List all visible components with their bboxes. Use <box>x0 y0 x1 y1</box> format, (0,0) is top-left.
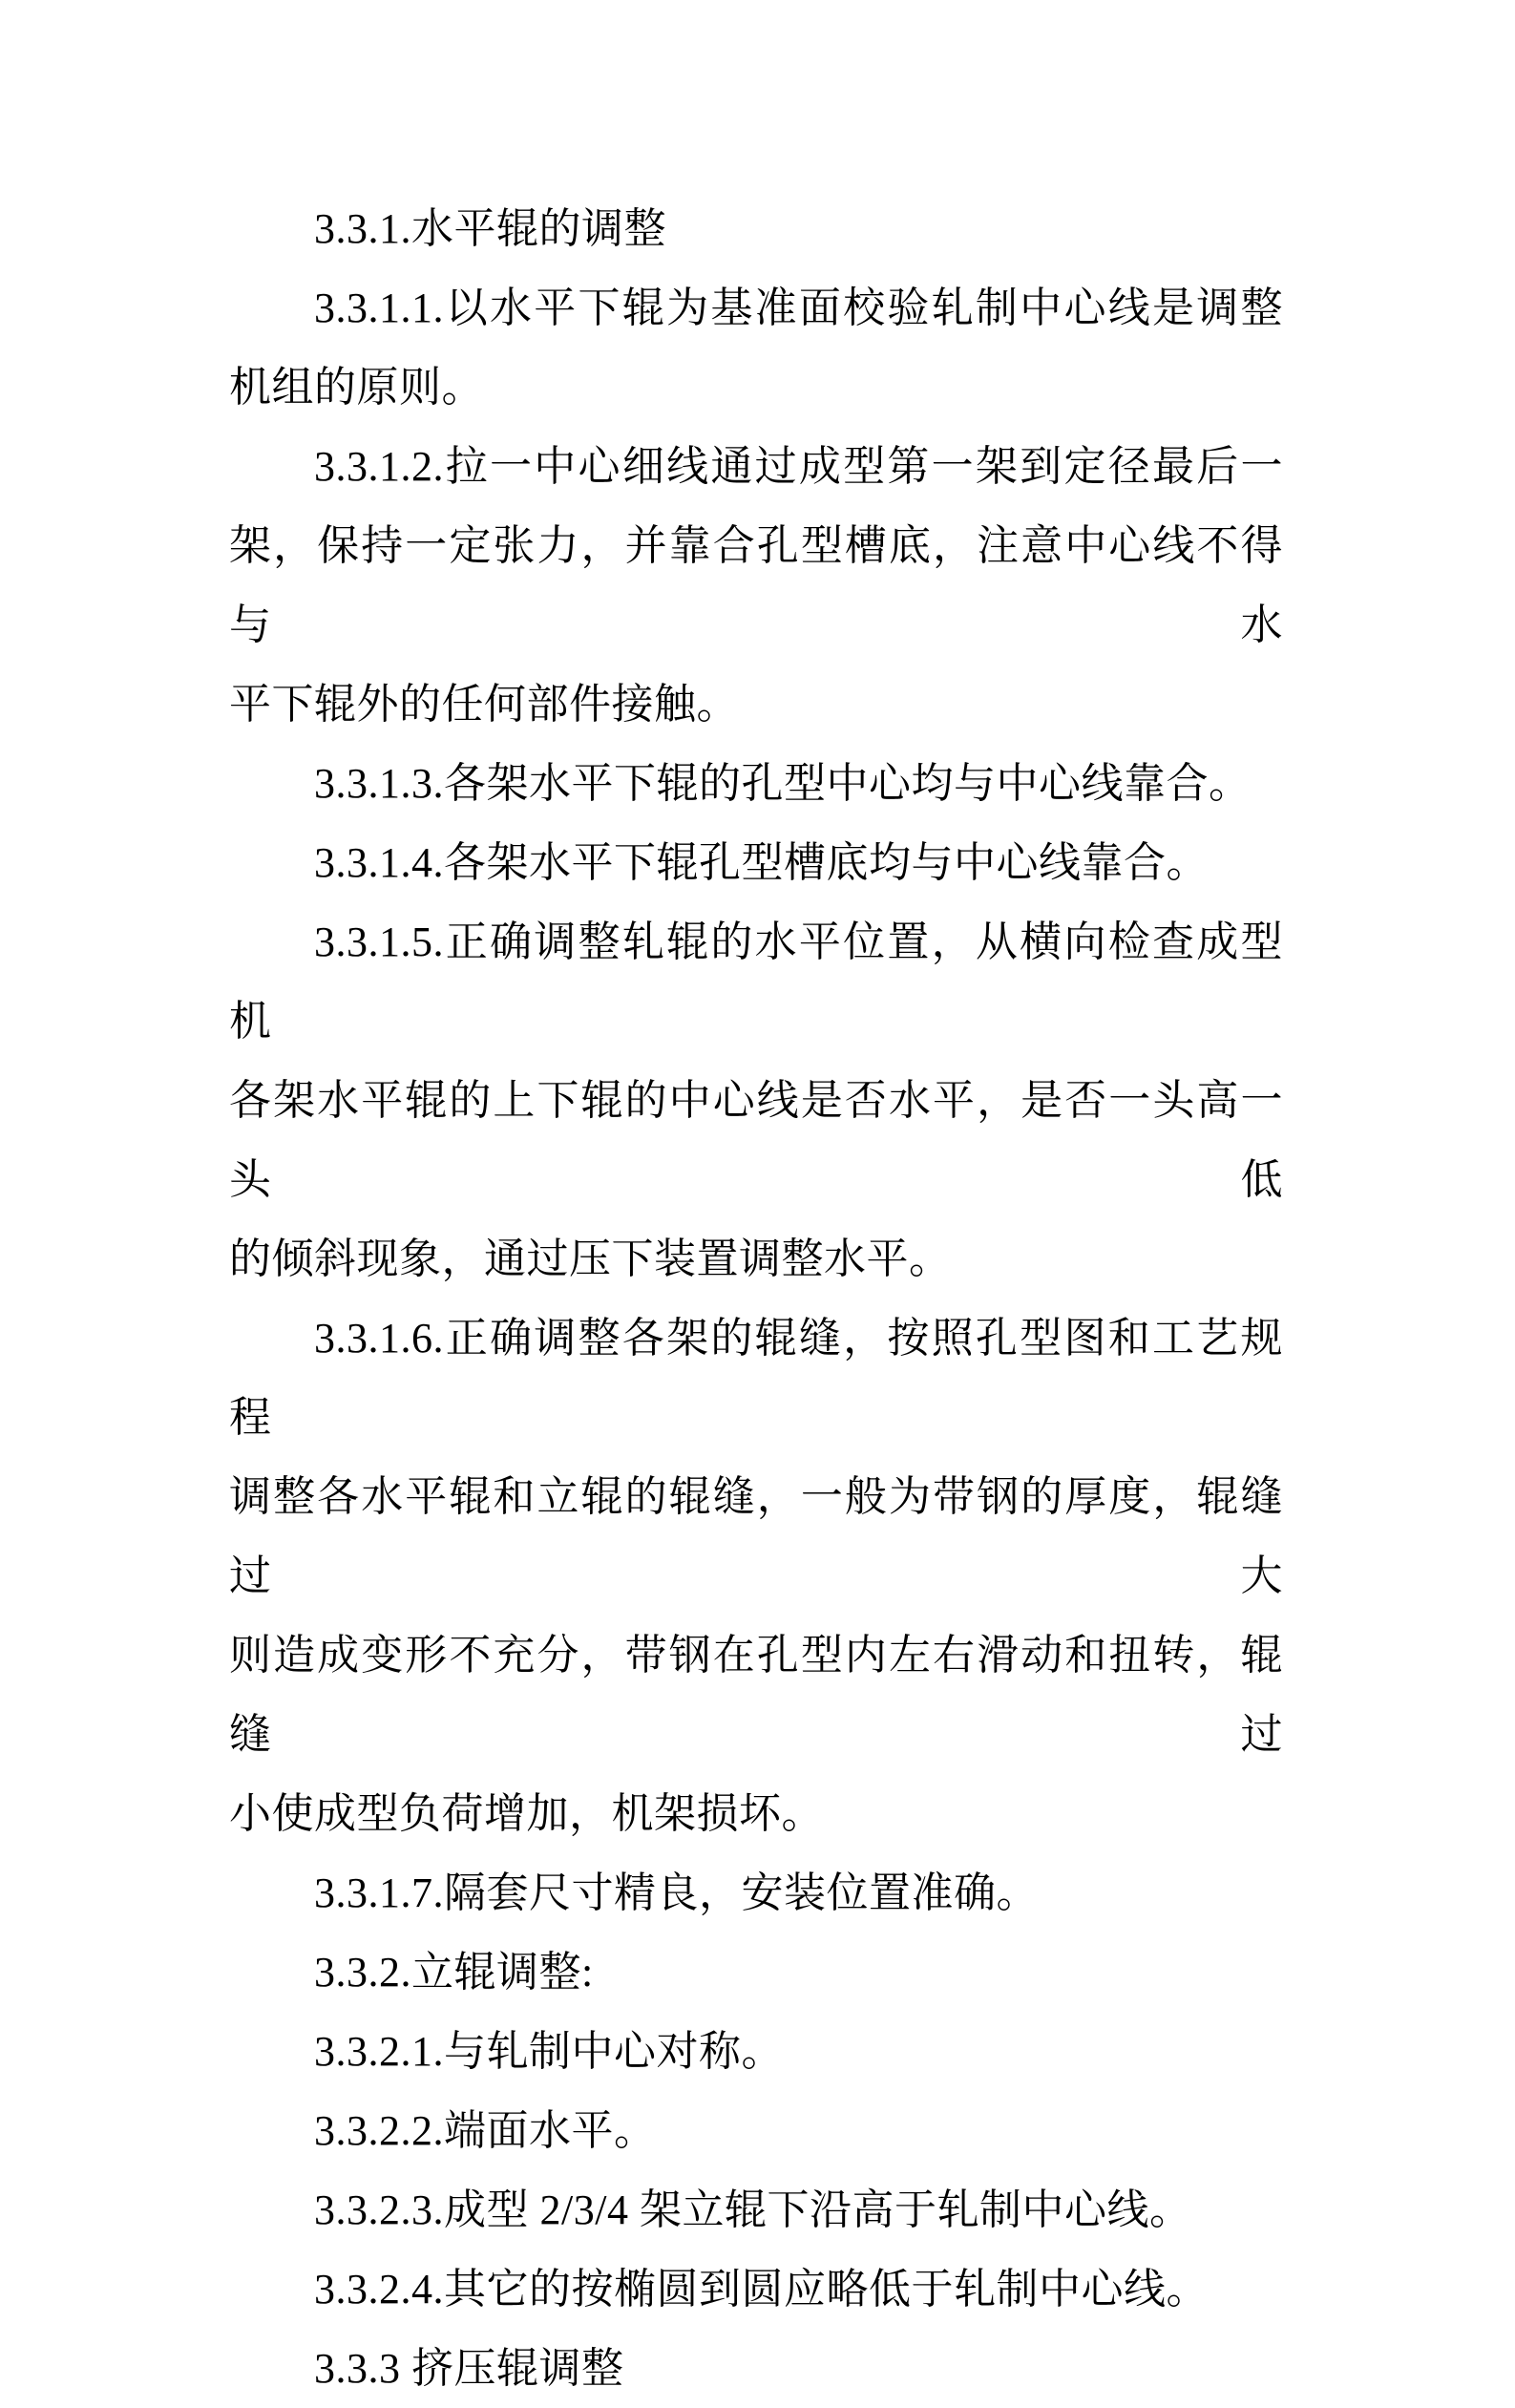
paragraph <box>229 823 1283 902</box>
text-line: 3.3.2.立辊调整: <box>314 1949 594 1996</box>
text-line: 3.3.1.2.拉一中心细线通过成型第一架到定径最后一 <box>314 443 1283 490</box>
text-line: 3.3.2.4.其它的按椭圆到圆应略低于轧制中心线。 <box>314 2266 1209 2313</box>
paragraph <box>229 2329 1283 2408</box>
paragraph <box>229 2250 1283 2329</box>
paragraph <box>229 2170 1283 2250</box>
text-line: 3.3.3 挤压辊调整 <box>314 2345 624 2392</box>
text-line: 3.3.1.3.各架水平下辊的孔型中心均与中心线靠合。 <box>314 760 1252 807</box>
paragraph <box>229 1299 1283 1853</box>
text-line: 的倾斜现象，通过压下装置调整水平。 <box>229 1236 952 1282</box>
text-line: 机组的原则。 <box>229 364 484 411</box>
text-line: 平下辊外的任何部件接触。 <box>229 681 739 728</box>
paragraph <box>229 902 1283 1299</box>
paragraph <box>229 268 1283 427</box>
text-line: 则造成变形不充分，带钢在孔型内左右滑动和扭转，辊缝过 <box>229 1632 1283 1758</box>
text-line: 3.3.1.6.正确调整各架的辊缝，按照孔型图和工艺规程 <box>229 1315 1283 1441</box>
document-body <box>229 189 1283 2408</box>
text-line: 各架水平辊的上下辊的中心线是否水平，是否一头高一头低 <box>229 1077 1283 1203</box>
paragraph <box>229 2012 1283 2091</box>
text-line: 3.3.1.水平辊的调整 <box>314 205 666 252</box>
text-line: 3.3.2.1.与轧制中心对称。 <box>314 2028 784 2075</box>
paragraph <box>229 2091 1283 2170</box>
text-line: 3.3.1.4.各架水平下辊孔型槽底均与中心线靠合。 <box>314 839 1209 886</box>
text-line: 3.3.1.1.以水平下辊为基准面校验轧制中心线是调整 <box>314 285 1283 331</box>
text-line: 3.3.1.5.正确调整轧辊的水平位置，从横向检查成型机 <box>229 919 1283 1045</box>
text-line: 小使成型负荷增加，机架损坏。 <box>229 1790 824 1837</box>
text-line: 3.3.2.2.端面水平。 <box>314 2107 657 2154</box>
text-line: 3.3.1.7.隔套尺寸精良，安装位置准确。 <box>314 1869 1039 1916</box>
paragraph <box>229 744 1283 823</box>
text-line: 3.3.2.3.成型 2/3/4 架立辊下沿高于轧制中心线。 <box>314 2186 1192 2233</box>
paragraph <box>229 189 1283 268</box>
paragraph <box>229 427 1283 744</box>
paragraph <box>229 1853 1283 1933</box>
paragraph <box>229 1933 1283 2012</box>
text-line: 调整各水平辊和立辊的辊缝，一般为带钢的厚度，辊缝过大 <box>229 1473 1283 1599</box>
text-line: 架，保持一定张力，并靠合孔型槽底，注意中心线不得与水 <box>229 522 1283 648</box>
